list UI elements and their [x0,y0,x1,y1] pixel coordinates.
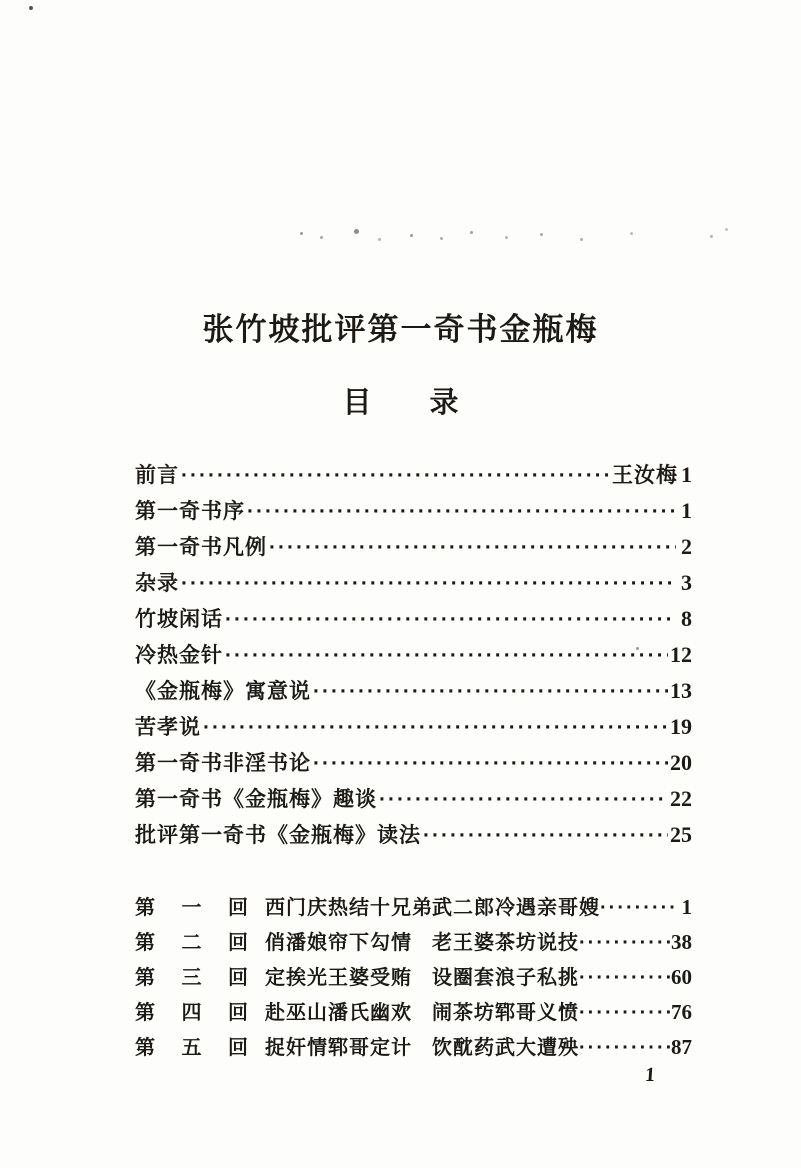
chapter-title-second: 饮酖药武大遭殃 [432,1037,579,1059]
chapter-title-first: 捉奸情郓哥定计 [265,1037,412,1059]
book-title: 张竹坡批评第一奇书金瓶梅 [202,312,599,347]
dot-leader [313,680,668,704]
chapter-title-second: 闹茶坊郓哥义愤 [432,1002,579,1024]
toc-entry-page: 13 [670,678,692,703]
toc-entry-label: 前言 [135,464,179,487]
scan-speck [29,6,33,10]
toc-entry [135,567,692,603]
chapter-page: 1 [681,895,692,919]
chapter-prefix: 第 [135,932,155,954]
chapter-suffix: 回 [228,897,248,919]
toc-entry-label: 苦孝说 [135,716,201,739]
chapter-title-first: 俏潘娘帘下勾情 [265,932,412,954]
dot-leader [379,788,668,812]
chapter-number: 二 [181,932,202,954]
chapter-suffix: 回 [228,932,248,954]
dot-leader [579,1002,671,1025]
dot-leader [579,967,671,990]
chapter-title-second: 老王婆茶坊说技 [432,932,579,954]
chapter-prefix: 第 [135,897,155,919]
toc-entry-label: 竹坡闲话 [135,608,223,631]
toc-heading-char-left: 目 [342,387,372,419]
chapter-prefix: 第 [135,1037,155,1059]
chapter-page: 76 [671,1000,692,1024]
chapter-title-first: 赴巫山潘氏幽欢 [265,1002,412,1024]
chapter-number: 一 [181,897,202,919]
chapter-suffix: 回 [228,967,248,989]
toc-entry-page: 12 [670,642,692,667]
toc-entry-author: 王汝梅 [612,464,678,487]
chapter-row [135,1031,692,1066]
toc-entry-page: 1 [681,498,692,523]
dot-leader [313,752,668,776]
dot-leader [579,932,671,955]
chapter-title-second: 武二郎冷遇亲哥嫂 [432,897,600,919]
chapter-number: 五 [181,1037,202,1059]
chapter-row [135,961,692,996]
chapter-page: 87 [671,1035,692,1059]
toc-entry-label: 批评第一奇书《金瓶梅》读法 [135,824,421,847]
toc-entry [135,747,692,783]
chapter-number: 三 [181,967,202,989]
toc-entry-page: 19 [670,714,692,739]
chapter-title-first: 西门庆热结十兄弟 [265,897,433,919]
chapter-row [135,891,692,926]
dot-leader [181,464,610,488]
chapter-number-block [135,961,248,990]
dot-leader [423,824,668,848]
dot-leader [203,716,668,740]
front-matter-list [135,459,692,855]
toc-entry [135,495,692,531]
chapter-number: 四 [181,1002,202,1024]
chapter-list [135,891,692,1066]
toc-entry-page: 8 [681,606,692,631]
toc-heading-char-right: 录 [429,387,459,419]
toc-entry-page: 20 [670,750,692,775]
toc-entry [135,711,692,747]
toc-entry [135,603,692,639]
dot-leader [225,608,676,632]
toc-entry [135,783,692,819]
toc-entry-page: 25 [670,822,692,847]
toc-entry-page: 2 [681,534,692,559]
dot-leader [269,536,676,560]
toc-entry-page: 1 [681,462,692,487]
toc-entry-page: 22 [670,786,692,811]
toc-entry [135,819,692,855]
toc-entry-label: 第一奇书序 [135,500,245,523]
chapter-title-first: 定挨光王婆受贿 [265,967,412,989]
chapter-prefix: 第 [135,1002,155,1024]
chapter-number-block [135,926,248,955]
dot-leader [181,572,676,596]
toc-entry [135,531,692,567]
chapter-suffix: 回 [228,1002,248,1024]
dot-leader [579,1037,671,1060]
toc-entry-label: 第一奇书《金瓶梅》趣谈 [135,788,377,811]
chapter-title-second: 设圈套浪子私挑 [432,967,579,989]
toc-entry-page: 3 [681,570,692,595]
chapter-page: 60 [671,965,692,989]
toc-heading [0,380,801,421]
toc-entry-label: 杂录 [135,572,179,595]
chapter-number-block [135,891,248,920]
page-folio-number: 1 [644,1064,656,1086]
chapter-number-block [135,996,248,1025]
dot-leader [247,500,676,524]
toc-entry-label: 《金瓶梅》寓意说 [135,680,311,703]
toc-entry-label: 第一奇书凡例 [135,536,267,559]
chapter-number-block [135,1031,248,1060]
toc-entry [135,459,692,495]
chapter-row [135,996,692,1031]
chapter-row [135,926,692,961]
chapter-prefix: 第 [135,967,155,989]
toc-entry [135,639,692,675]
dot-leader [600,897,678,920]
chapter-suffix: 回 [228,1037,248,1059]
scan-smudge-artifact [300,232,303,235]
toc-entry-label: 冷热金针 [135,644,223,667]
toc-entry [135,675,692,711]
toc-entry-label: 第一奇书非淫书论 [135,752,311,775]
dot-leader [225,644,668,668]
chapter-page: 38 [671,930,692,954]
